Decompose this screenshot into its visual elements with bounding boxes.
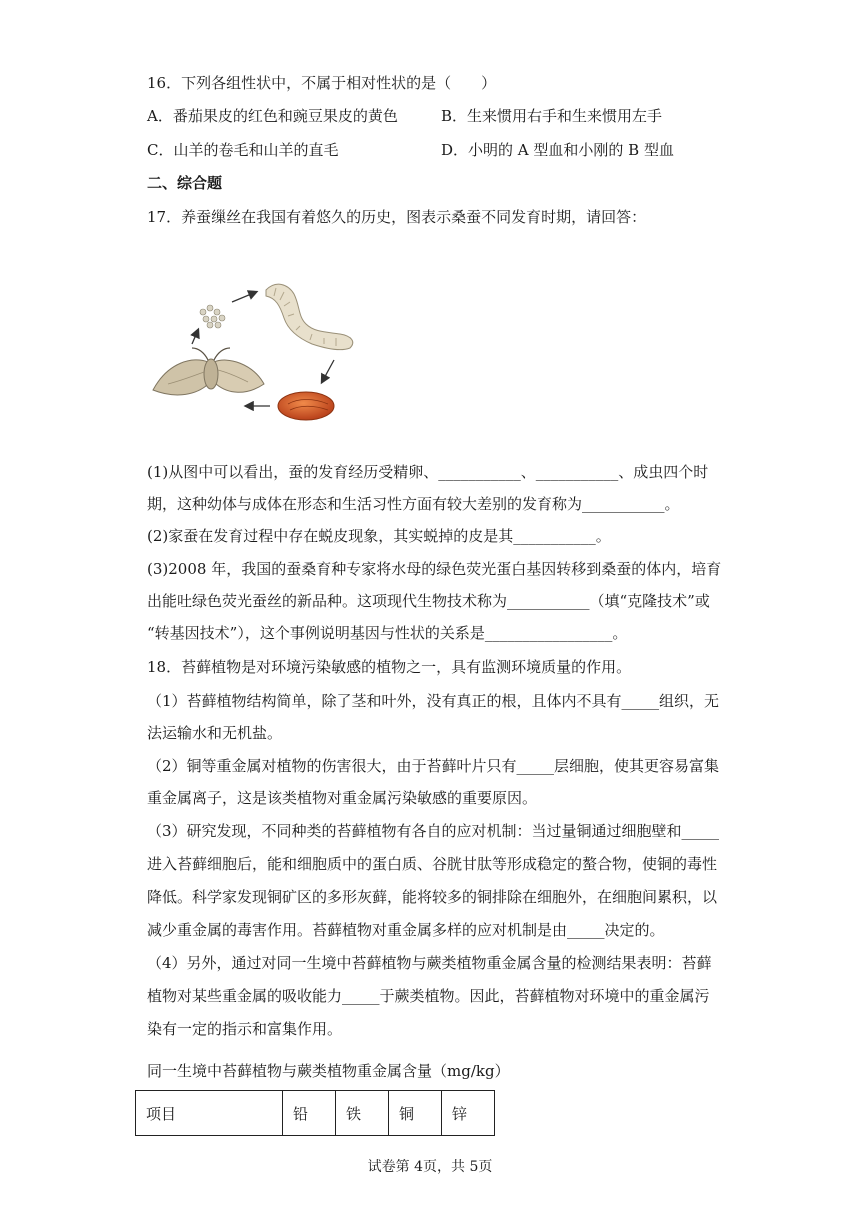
silkworm-lifecycle-figure (148, 272, 368, 432)
q18-part3-line4: 减少重金属的毒害作用。苔藓植物对重金属多样的应对机制是由_____决定的。 (147, 921, 665, 939)
larva-icon (266, 284, 353, 349)
q17-part1-line1: (1)从图中可以看出，蚕的发育经历受精卵、___________、___________、成虫四个时 (147, 463, 709, 481)
q17-part3-line2: 出能吐绿色荧光蚕丝的新品种。这项现代生物技术称为___________（填“克隆技术”或 (147, 592, 710, 610)
q18-part3-line1: （3）研究发现，不同种类的苔藓植物有各自的应对机制：当过量铜通过细胞壁和_____ (147, 822, 720, 840)
table-header-cell: 铁 (336, 1091, 389, 1136)
page-footer: 试卷第 4页，共 5页 (367, 1159, 493, 1175)
q17-stem: 17．养蚕缫丝在我国有着悠久的历史，图表示桑蚕不同发育时期，请回答： (147, 208, 647, 226)
moth-icon (153, 348, 264, 395)
q16-option-a: A．番茄果皮的红色和豌豆果皮的黄色 (147, 107, 398, 125)
table-header-cell: 铅 (283, 1091, 336, 1136)
arrow-larva-to-pupa (322, 360, 334, 382)
q18-part4-line3: 染有一定的指示和富集作用。 (147, 1020, 343, 1038)
arrow-egg-to-larva (232, 292, 256, 302)
q16-option-d: D．小明的 A 型血和小刚的 B 型血 (441, 141, 674, 159)
q17-part1-line2: 期，这种幼体与成体在形态和生活习性方面有较大差别的发育称为___________。 (147, 495, 680, 513)
table-header-cell: 锌 (442, 1091, 495, 1136)
section-heading: 二、综合题 (147, 174, 223, 192)
table-title: 同一生境中苔藓植物与蕨类植物重金属含量（mg/kg） (147, 1062, 510, 1080)
q18-part1-line2: 法运输水和无机盐。 (147, 724, 283, 742)
table-header-cell: 项目 (136, 1091, 283, 1136)
eggs-icon (200, 305, 225, 328)
table-row (136, 1091, 495, 1136)
q16-stem: 16．下列各组性状中，不属于相对性状的是（ ） (147, 74, 497, 92)
q16-option-b: B．生来惯用右手和生来惯用左手 (441, 107, 663, 125)
q18-stem: 18．苔藓植物是对环境污染敏感的植物之一，具有监测环境质量的作用。 (147, 658, 632, 676)
q18-part4-line1: （4）另外，通过对同一生境中苔藓植物与蕨类植物重金属含量的检测结果表明：苔藓 (147, 954, 712, 972)
q17-part3-line1: (3)2008 年，我国的蚕桑育种专家将水母的绿色荧光蛋白基因转移到桑蚕的体内，培育 (147, 560, 722, 578)
pupa-icon (278, 392, 334, 420)
q17-part2: (2)家蚕在发育过程中存在蜕皮现象，其实蜕掉的皮是其___________。 (147, 527, 611, 545)
q17-part3-line3: “转基因技术”），这个事例说明基因与性状的关系是_________________。 (147, 624, 628, 642)
heavy-metal-table (135, 1090, 495, 1136)
q18-part4-line2: 植物对某些重金属的吸收能力_____于蕨类植物。因此，苔藓植物对环境中的重金属污 (147, 987, 710, 1005)
q18-part2-line2: 重金属离子，这是该类植物对重金属污染敏感的重要原因。 (147, 789, 538, 807)
q18-part3-line2: 进入苔藓细胞后，能和细胞质中的蛋白质、谷胱甘肽等形成稳定的螯合物，使铜的毒性 (147, 855, 718, 873)
q18-part1-line1: （1）苔藓植物结构简单，除了茎和叶外，没有真正的根，且体内不具有_____组织，无 (147, 692, 720, 710)
q18-part3-line3: 降低。科学家发现铜矿区的多形灰藓，能将较多的铜排除在细胞外，在细胞间累积，以 (147, 888, 718, 906)
table-header-cell: 铜 (389, 1091, 442, 1136)
arrow-moth-to-egg (192, 330, 198, 344)
q18-part2-line1: （2）铜等重金属对植物的伤害很大，由于苔藓叶片只有_____层细胞，使其更容易富集 (147, 757, 720, 775)
q16-option-c: C．山羊的卷毛和山羊的直毛 (147, 141, 339, 159)
